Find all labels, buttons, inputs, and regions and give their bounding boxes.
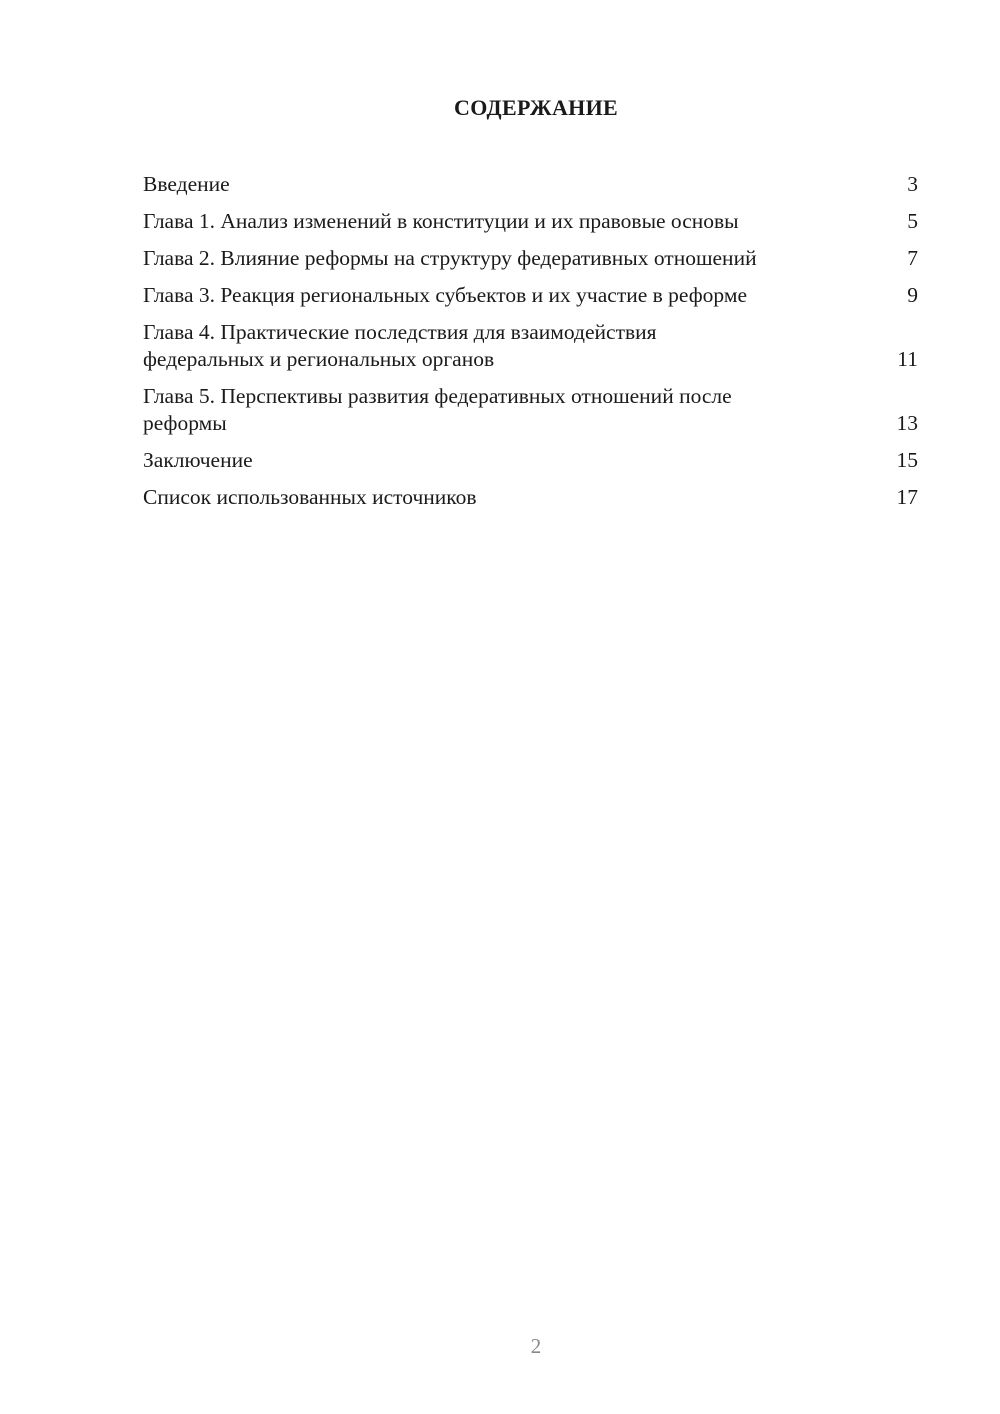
toc-entry-chapter-3 [143, 282, 918, 309]
toc-entry-label: Глава 1. Анализ изменений в конституции и их правовые основы [143, 209, 739, 233]
toc-entry-chapter-1 [143, 208, 918, 235]
toc-entry-references [143, 484, 918, 511]
toc-entry-label: Глава 3. Реакция региональных субъектов и их участие в реформе [143, 283, 747, 307]
toc-entry-page: 3 [907, 172, 918, 196]
toc-entry-chapter-2 [143, 245, 918, 272]
toc-entry-page: 17 [896, 485, 918, 509]
toc-entry-chapter-4 [143, 319, 918, 373]
toc-entry-conclusion [143, 447, 918, 474]
page-title: СОДЕРЖАНИЕ [454, 95, 618, 120]
toc-entry-page: 7 [907, 246, 918, 270]
toc-entry-label: Глава 4. Практические последствия для взаимодействия федеральных и региональных органов [143, 320, 657, 371]
toc-entry-label: Введение [143, 172, 230, 196]
toc-entry-page: 5 [907, 209, 918, 233]
toc-entry-page: 9 [907, 283, 918, 307]
toc-entry-label: Глава 5. Перспективы развития федеративных отношений после реформы [143, 384, 732, 435]
table-of-contents [143, 171, 918, 521]
toc-entry-page: 11 [897, 347, 918, 371]
toc-entry-chapter-5 [143, 383, 918, 437]
toc-entry-label: Заключение [143, 448, 253, 472]
page-number: 2 [530, 1334, 542, 1358]
toc-entry-page: 15 [896, 448, 918, 472]
toc-entry-introduction [143, 171, 918, 198]
toc-entry-label: Глава 2. Влияние реформы на структуру федеративных отношений [143, 246, 757, 270]
toc-entry-label: Список использованных источников [143, 485, 477, 509]
toc-entry-page: 13 [896, 411, 918, 435]
